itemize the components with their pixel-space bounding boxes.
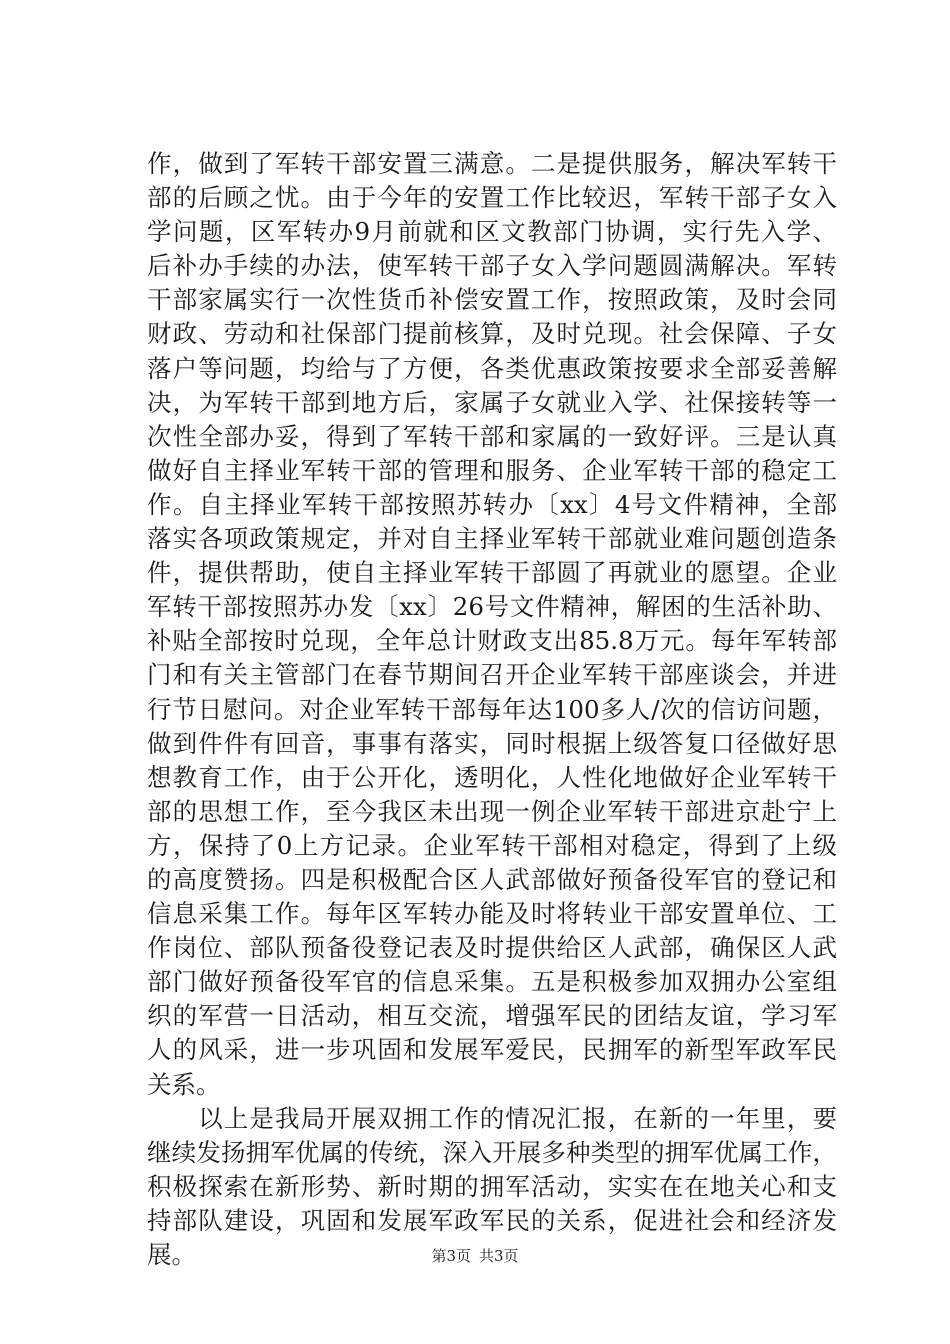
text-line: 做到件件有回音，事事有落实，同时根据上级答复口径做好思: [147, 728, 837, 758]
text-line: 的高度赞扬。四是积极配合区人武部做好预备役军官的登记和: [147, 864, 837, 894]
text-line: 财政、劳动和社保部门提前核算，及时兑现。社会保障、子女: [147, 319, 837, 349]
text-line: 信息采集工作。每年区军转办能及时将转业干部安置单位、工: [147, 899, 837, 929]
page-footer: [0, 1246, 950, 1266]
text-line: 方，保持了0上方记录。企业军转干部相对稳定，得到了上级: [147, 830, 837, 860]
text-line: 门和有关主管部门在春节期间召开企业军转干部座谈会，并进: [147, 660, 837, 690]
text-line: 补贴全部按时兑现，全年总计财政支出85.8万元。每年军转部: [147, 626, 837, 656]
text-line: 部门做好预备役军官的信息采集。五是积极参加双拥办公室组: [147, 967, 837, 997]
text-line: 部的思想工作，至今我区未出现一例企业军转干部进京赴宁上: [147, 796, 837, 826]
text-line: 想教育工作，由于公开化，透明化，人性化地做好企业军转干: [147, 762, 837, 792]
text-line: 件，提供帮助，使自主择业军转干部圆了再就业的愿望。企业: [147, 558, 837, 588]
text-line: 关系。: [147, 1069, 221, 1099]
text-line: 作岗位、部队预备役登记表及时提供给区人武部，确保区人武: [147, 933, 837, 963]
text-line: 人的风采，进一步巩固和发展军爱民，民拥军的新型军政军民: [147, 1035, 837, 1065]
text-line: 次性全部办妥，得到了军转干部和家属的一致好评。三是认真: [147, 421, 837, 451]
text-line: 学问题，区军转办9月前就和区文教部门协调，实行先入学、: [147, 217, 837, 247]
text-line: 作，做到了军转干部安置三满意。二是提供服务，解决军转干: [147, 149, 837, 178]
text-line: 落户等问题，均给与了方便，各类优惠政策按要求全部妥善解: [147, 353, 837, 383]
text-line: 行节日慰问。对企业军转干部每年达100多人/次的信访问题，: [147, 694, 837, 724]
text-line: 决，为军转干部到地方后，家属子女就业入学、社保接转等一: [147, 387, 837, 417]
text-line: 作。自主择业军转干部按照苏转办〔xx〕4号文件精神，全部: [147, 489, 837, 519]
text-line: 织的军营一日活动，相互交流，增强军民的团结友谊，学习军: [147, 1001, 837, 1031]
text-line: 落实各项政策规定，并对自主择业军转干部就业难问题创造条: [147, 524, 837, 554]
text-line: 干部家属实行一次性货币补偿安置工作，按照政策，及时会同: [147, 285, 837, 315]
text-line: 继续发扬拥军优属的传统，深入开展多种类型的拥军优属工作，: [147, 1137, 837, 1167]
text-line: 后补办手续的办法，使军转干部子女入学问题圆满解决。军转: [147, 251, 837, 281]
text-line: 做好自主择业军转干部的管理和服务、企业军转干部的稳定工: [147, 455, 837, 485]
body-text: [147, 147, 837, 1272]
text-line: 部的后顾之忧。由于今年的安置工作比较迟，军转干部子女入: [147, 183, 837, 213]
text-line: 军转干部按照苏办发〔xx〕26号文件精神，解困的生活补助、: [147, 592, 837, 622]
text-line: 展。: [147, 1240, 196, 1269]
page-number-current: 第3页: [431, 1247, 471, 1265]
text-line: 积极探索在新形势、新时期的拥军活动，实实在在地关心和支: [147, 1171, 837, 1201]
page-number-total: 共3页: [479, 1247, 519, 1265]
text-line: 持部队建设，巩固和发展军政军民的关系，促进社会和经济发: [147, 1205, 837, 1235]
text-line: 以上是我局开展双拥工作的情况汇报，在新的一年里，要: [147, 1103, 837, 1133]
